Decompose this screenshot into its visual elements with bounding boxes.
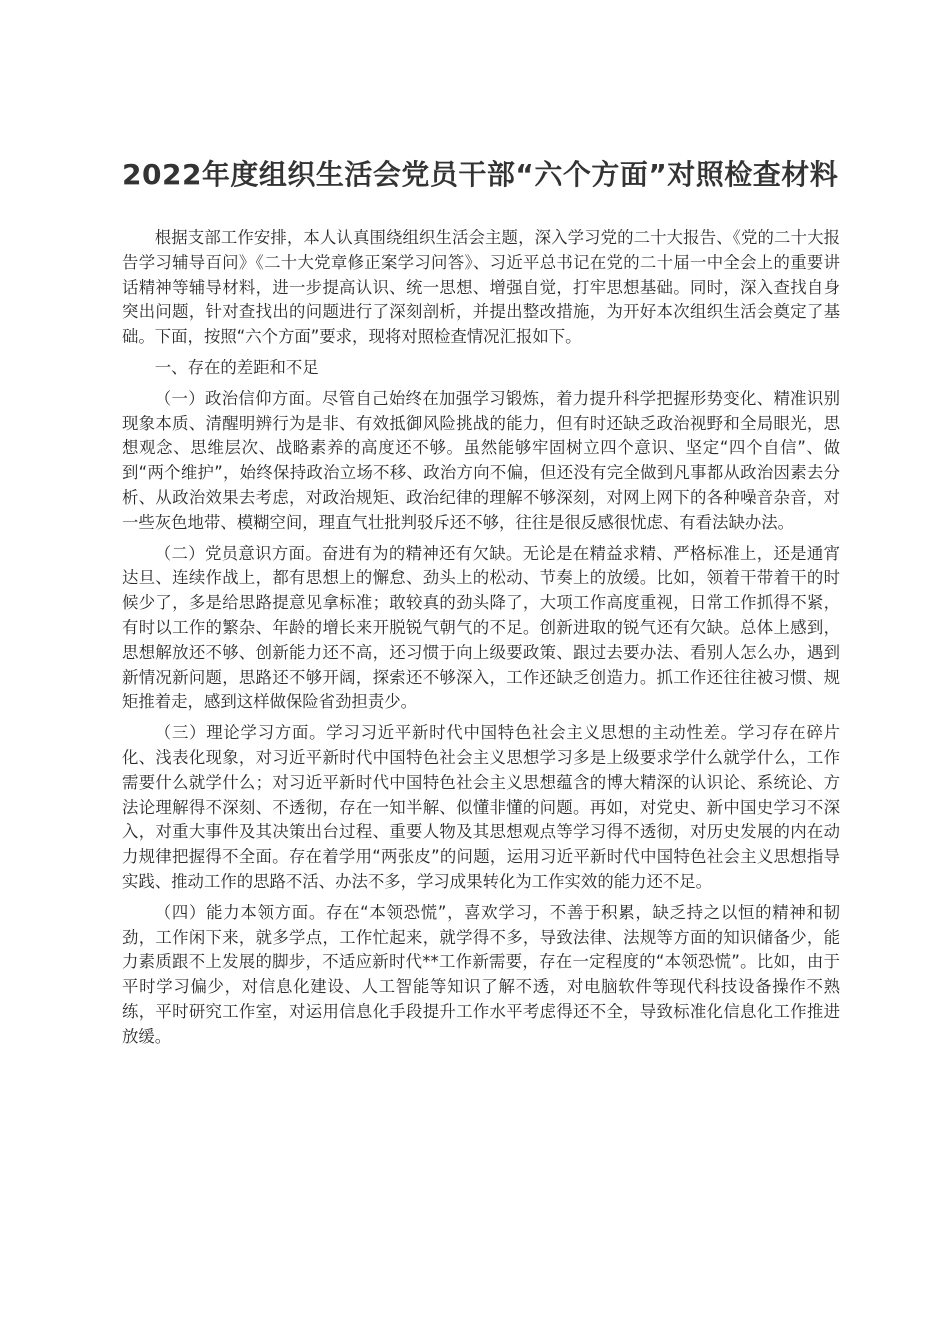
section-heading: 一、存在的差距和不足 <box>154 357 319 377</box>
paragraph-party-awareness: （二）党员意识方面。奋进有为的精神还有欠缺。无论是在精益求精、严格标准上，还是通宵达旦、连续作战上，都有思想上的懈怠、劲头上的松动、节奏上的放缓。比如，领着干带着干的时候少了，多是给思路提意见拿标准；敢较真的劲头降了，大项工作高度重视，日常工作抓得不紧，有时以工作的繁杂、年龄的增长来开脱锐气朝气的不足。创新进取的锐气还有欠缺。总体上感到，思想解放还不够、创新能力还不高，还习惯于向上级要政策、跟过去要办法、看别人怎么办，遇到新情况新问题，思路还不够开阔，探索还不够深入，工作还缺乏创造力。抓工作还往往被习惯、规矩推着走，感到这样做保险省劲担责少。 <box>122 543 840 712</box>
paragraph-ability: （四）能力本领方面。存在“本领恐慌”，喜欢学习，不善于积累，缺乏持之以恒的精神和韧劲，工作闲下来，就多学点，工作忙起来，就学得不多，导致法律、法规等方面的知识储备少，能力素质跟不上发展的脚步，不适应新时代**工作新需要，存在一定程度的“本领恐慌”。比如，由于平时学习偏少，对信息化建设、人工智能等知识了解不透，对电脑软件等现代科技设备操作不熟练，平时研究工作室，对运用信息化手段提升工作水平考虑得还不全，导致标准化信息化工作推进放缓。 <box>122 902 840 1046</box>
document-title: 2022年度组织生活会党员干部“六个方面”对照检查材料 <box>122 158 839 191</box>
intro-paragraph: 根据支部工作安排，本人认真围绕组织生活会主题，深入学习党的二十大报告、《党的二十大报告学习辅导百问》《二十大党章修正案学习问答》、习近平总书记在党的二十届一中全会上的重要讲话精神等辅导材料，进一步提高认识、统一思想、增强自觉，打牢思想基础。同时，深入查找自身突出问题，针对查找出的问题进行了深刻剖析，并提出整改措施，为开好本次组织生活会奠定了基础。下面，按照“六个方面”要求，现将对照检查情况汇报如下。 <box>122 228 840 347</box>
paragraph-theory-study: （三）理论学习方面。学习习近平新时代中国特色社会主义思想的主动性差。学习存在碎片化、浅表化现象，对习近平新时代中国特色社会主义思想学习多是上级要求学什么就学什么，工作需要什么就学什么；对习近平新时代中国特色社会主义思想蕴含的博大精深的认识论、系统论、方法论理解得不深刻、不透彻，存在一知半解、似懂非懂的问题。再如，对党史、新中国史学习不深入，对重大事件及其决策出台过程、重要人物及其思想观点等学习得不透彻，对历史发展的内在动力规律把握得不全面。存在着学用“两张皮”的问题，运用习近平新时代中国特色社会主义思想指导实践、推动工作的思路不活、办法不多，学习成果转化为工作实效的能力还不足。 <box>122 723 840 891</box>
paragraph-political-belief: （一）政治信仰方面。尽管自己始终在加强学习锻炼，着力提升科学把握形势变化、精准识别现象本质、清醒明辨行为是非、有效抵御风险挑战的能力，但有时还缺乏政治视野和全局眼光，思想观念、思维层次、战略素养的高度还不够。虽然能够牢固树立四个意识、坚定“四个自信”、做到“两个维护”，始终保持政治立场不移、政治方向不偏，但还没有完全做到凡事都从政治因素去分析、从政治效果去考虑，对政治规矩、政治纪律的理解不够深刻，对网上网下的各种噪音杂音，对一些灰色地带、模糊空间，理直气壮批判驳斥还不够，往往是很反感很忧虑、有看法缺办法。 <box>122 388 840 532</box>
document-page <box>122 150 840 1056</box>
